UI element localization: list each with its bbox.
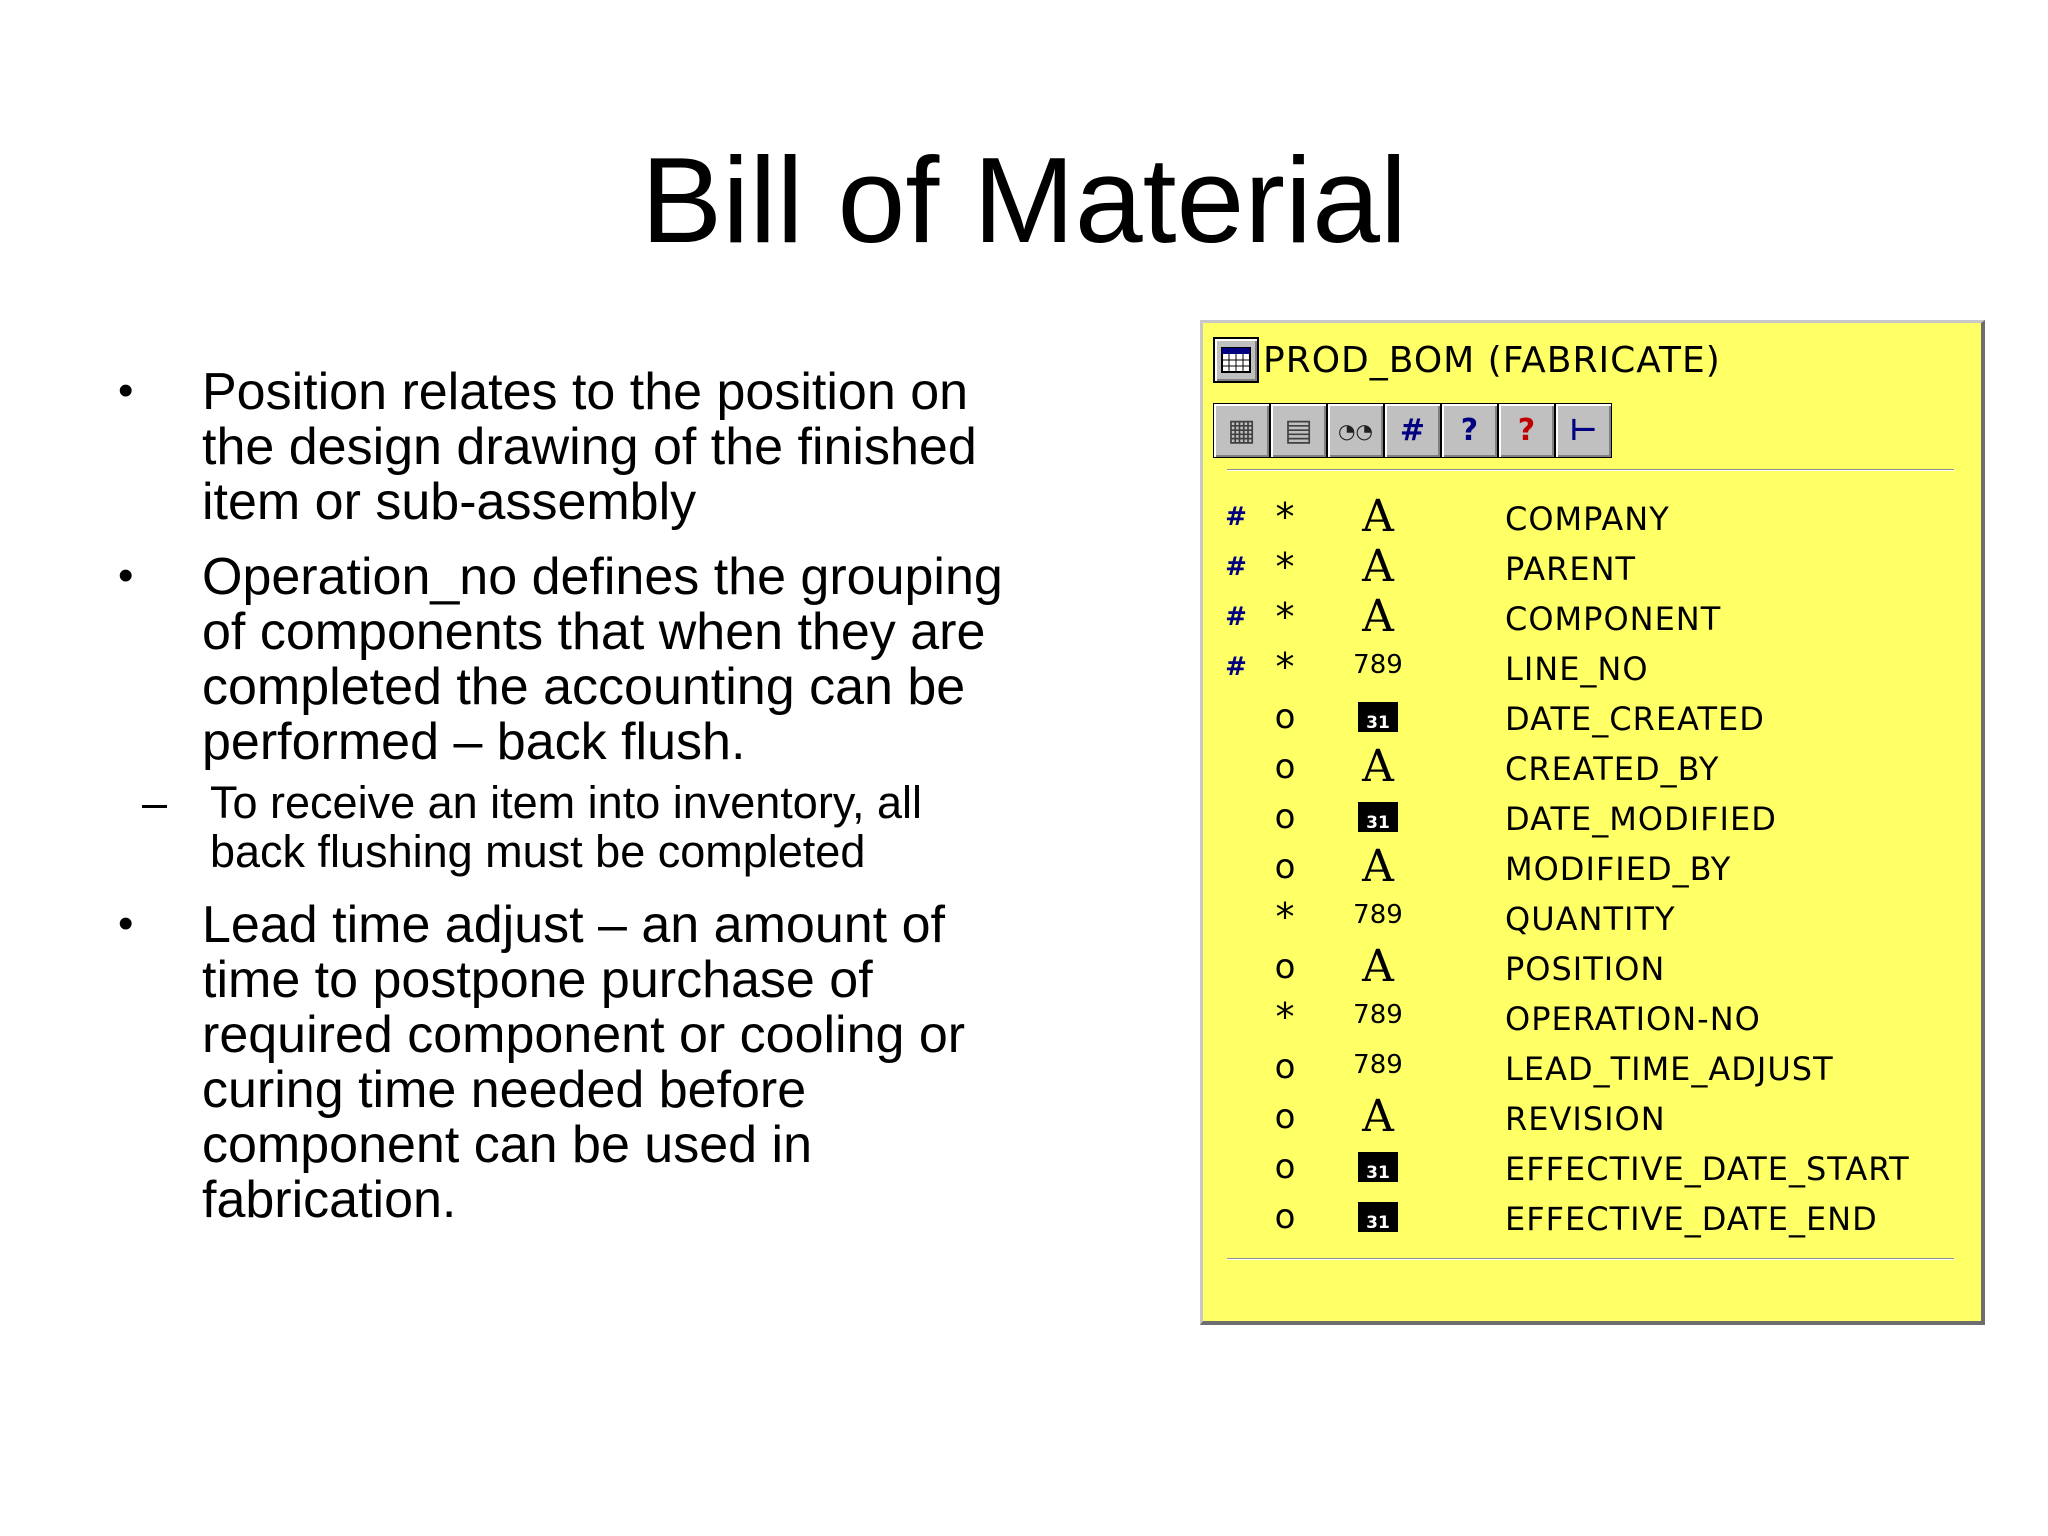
number-type-icon [1353, 1045, 1403, 1085]
bullet-item [118, 550, 1018, 770]
optional-icon: o [1274, 797, 1296, 837]
attribute-name: QUANTITY [1505, 900, 1676, 938]
text-type-icon [1353, 541, 1403, 592]
bullet-item [118, 898, 1018, 1228]
date-type-icon [1353, 1195, 1403, 1232]
entity-title: PROD_BOM (FABRICATE) [1263, 339, 1721, 381]
attribute-name: LINE_NO [1505, 650, 1649, 688]
optional-icon: o [1274, 1097, 1296, 1137]
type-glyph: 31 [1358, 1202, 1398, 1232]
entity-view-button[interactable] [1213, 403, 1270, 458]
attribute-row[interactable] [1203, 1145, 1988, 1195]
key-question-icon: ? [1460, 413, 1479, 448]
attribute-name: EFFECTIVE_DATE_END [1505, 1200, 1878, 1238]
type-glyph: A [1362, 841, 1394, 892]
hash-button[interactable] [1384, 403, 1441, 458]
primary-key-icon: # [1225, 652, 1247, 682]
optional-icon: o [1274, 697, 1296, 737]
attribute-row[interactable] [1203, 1091, 1988, 1145]
attribute-row[interactable] [1203, 1195, 1988, 1245]
optional-icon: o [1274, 1197, 1296, 1237]
primary-key-icon: # [1225, 552, 1247, 582]
attribute-row[interactable] [1203, 741, 1988, 795]
key-question-button[interactable] [1441, 403, 1498, 458]
hash-icon: # [1399, 413, 1426, 448]
entity-toolbar [1213, 403, 1612, 458]
attribute-name: EFFECTIVE_DATE_START [1505, 1150, 1910, 1188]
bullet-text: Operation_no defines the grouping of components that when they are completed the accounting can be performed – back flush. [202, 548, 1003, 771]
attribute-name: MODIFIED_BY [1505, 850, 1732, 888]
mandatory-icon: * [1275, 645, 1295, 689]
attribute-row[interactable] [1203, 591, 1988, 645]
attribute-name: REVISION [1505, 1100, 1666, 1138]
text-type-icon [1353, 1091, 1403, 1142]
type-glyph: 31 [1358, 1152, 1398, 1182]
text-type-icon [1353, 741, 1403, 792]
relationship-button[interactable] [1555, 403, 1612, 458]
table-grid-icon [1221, 347, 1251, 373]
entity-header [1213, 337, 1721, 383]
check-question-icon: ? [1517, 413, 1536, 448]
type-glyph: 789 [1353, 1050, 1403, 1080]
type-glyph: 789 [1353, 650, 1403, 680]
attribute-name: OPERATION-NO [1505, 1000, 1761, 1038]
number-type-icon [1353, 645, 1403, 685]
glasses-icon: ◔◔ [1338, 418, 1373, 443]
attribute-name: DATE_MODIFIED [1505, 800, 1777, 838]
optional-icon: o [1274, 847, 1296, 887]
bullet-text: Lead time adjust – an amount of time to postpone purchase of required component or cooling or curing time needed before component can be used in fabrication. [202, 896, 966, 1229]
bullet-dot: • [118, 366, 134, 415]
mandatory-icon: * [1275, 995, 1295, 1039]
type-glyph: A [1362, 741, 1394, 792]
optional-icon: o [1274, 747, 1296, 787]
attribute-name: CREATED_BY [1505, 750, 1720, 788]
glasses-button[interactable] [1327, 403, 1384, 458]
hierarchy-button[interactable] [1270, 403, 1327, 458]
text-type-icon [1353, 591, 1403, 642]
relationship-icon: ⊢ [1569, 413, 1598, 448]
mandatory-icon: * [1275, 895, 1295, 939]
mandatory-icon: * [1275, 595, 1295, 639]
footer-divider [1227, 1258, 1954, 1260]
mandatory-icon: * [1275, 545, 1295, 589]
attribute-row[interactable] [1203, 795, 1988, 845]
attribute-row[interactable] [1203, 645, 1988, 695]
entity-view-icon: ▦ [1227, 413, 1256, 448]
type-glyph: A [1362, 491, 1394, 542]
attribute-row[interactable] [1203, 1045, 1988, 1095]
attribute-row[interactable] [1203, 491, 1988, 545]
attribute-name: LEAD_TIME_ADJUST [1505, 1050, 1834, 1088]
sub-bullet-dash: – [142, 777, 168, 828]
type-glyph: A [1362, 591, 1394, 642]
attribute-name: COMPONENT [1505, 600, 1722, 638]
hierarchy-icon: ▤ [1284, 413, 1313, 448]
attribute-name: POSITION [1505, 950, 1666, 988]
date-type-icon [1353, 695, 1403, 732]
header-divider [1227, 469, 1954, 471]
type-glyph: 31 [1358, 702, 1398, 732]
type-glyph: 789 [1353, 900, 1403, 930]
type-glyph: A [1362, 1091, 1394, 1142]
type-glyph: A [1362, 941, 1394, 992]
date-type-icon [1353, 1145, 1403, 1182]
attribute-row[interactable] [1203, 995, 1988, 1045]
bullet-text: Position relates to the position on the design drawing of the finished item or sub-assembly [202, 363, 977, 531]
bullet-dot: • [118, 899, 134, 948]
sub-bullet-item [34, 778, 1018, 876]
attribute-name: PARENT [1505, 550, 1637, 588]
attribute-row[interactable] [1203, 941, 1988, 995]
attribute-row[interactable] [1203, 695, 1988, 745]
table-icon[interactable] [1213, 337, 1259, 383]
bullet-item [118, 365, 1018, 530]
primary-key-icon: # [1225, 502, 1247, 532]
check-question-button[interactable] [1498, 403, 1555, 458]
attribute-list [1203, 491, 1988, 1245]
optional-icon: o [1274, 1147, 1296, 1187]
attribute-name: COMPANY [1505, 500, 1670, 538]
entity-panel[interactable] [1200, 320, 1985, 1325]
type-glyph: 789 [1353, 1000, 1403, 1030]
date-type-icon [1353, 795, 1403, 832]
type-glyph: 31 [1358, 802, 1398, 832]
attribute-row[interactable] [1203, 895, 1988, 945]
text-type-icon [1353, 841, 1403, 892]
number-type-icon [1353, 995, 1403, 1035]
optional-icon: o [1274, 1047, 1296, 1087]
sub-bullet-text: To receive an item into inventory, all back flushing must be completed [210, 777, 923, 877]
bullet-dot: • [118, 551, 134, 600]
slide-title: Bill of Material [640, 132, 1408, 268]
attribute-row[interactable] [1203, 841, 1988, 895]
attribute-name: DATE_CREATED [1505, 700, 1765, 738]
text-type-icon [1353, 491, 1403, 542]
primary-key-icon: # [1225, 602, 1247, 632]
attribute-row[interactable] [1203, 541, 1988, 595]
bullet-list [118, 365, 1018, 1248]
number-type-icon [1353, 895, 1403, 935]
type-glyph: A [1362, 541, 1394, 592]
optional-icon: o [1274, 947, 1296, 987]
text-type-icon [1353, 941, 1403, 992]
mandatory-icon: * [1275, 495, 1295, 539]
